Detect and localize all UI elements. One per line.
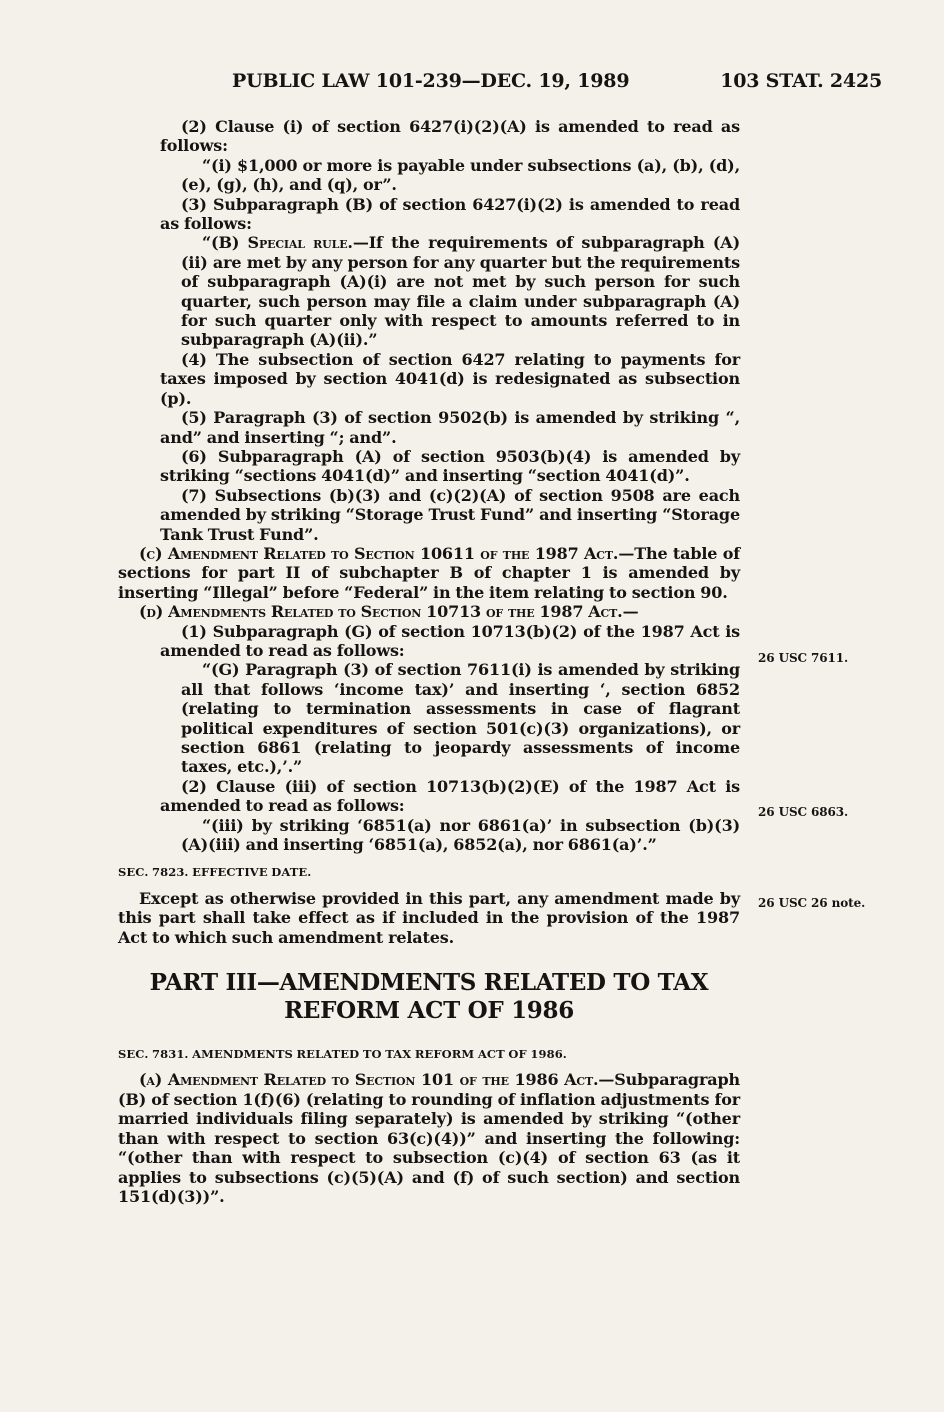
- section-7823-text: Except as otherwise provided in this part, any amendment made by this part shall take effect as if included in the provision of the 1987 Act to which such amendment relates.: [118, 888, 740, 947]
- quoted-paragraph-g: “(G) Paragraph (3) of section 7611(i) is amended by striking all that follows ‘income tax)’ and inserting ‘, section 6852 (relating to termination assessments in case of flagrant political expenditures of section 501(c)(3) organizations), or section 6861 (relating to jeopardy assessments of income taxes, etc.),’.”: [181, 660, 740, 777]
- paragraph-4: (4) The subsection of section 6427 relating to payments for taxes imposed by section 4041(d) is redesignated as subsection (p).: [160, 349, 740, 408]
- subsection-a-text: —Subparagraph (B) of section 1(f)(6) (relating to rounding of inflation adjustments for married individuals filing separately) is amended by striking “(other than with respect to section 63(c)(4))” and inserting the following: “(other than with respect to subsection (c)(4) of section 63 (as it applies to subsections (c)(5)(A) and (f) of such section) and section 151(d)(3))”.: [118, 1070, 740, 1206]
- quoted-clause-iii: “(iii) by striking ‘6851(a) nor 6861(a)’ in subsection (b)(3)(A)(iii) and inserting ‘6851(a), 6852(a), nor 6861(a)’.”: [181, 815, 740, 855]
- subsection-c: [118, 544, 740, 602]
- paragraph-2: (2) Clause (i) of section 6427(i)(2)(A) is amended to read as follows:: [160, 117, 740, 156]
- subsection-d-heading: (d) Amendments Related to Section 10713 of the 1987 Act.—: [139, 602, 639, 622]
- running-header: [0, 70, 944, 96]
- paragraph-7: (7) Subsections (b)(3) and (c)(2)(A) of section 9508 are each amended by striking “Storage Trust Fund” and inserting “Storage Tank Trust Fund”.: [160, 485, 740, 544]
- subsection-d-1: (1) Subparagraph (G) of section 10713(b)(2) of the 1987 Act is amended to read as follows:: [160, 621, 740, 660]
- special-rule-text: —If the requirements of subparagraph (A)(ii) are met by any person for any quarter but the requirements of subparagraph (A)(i) are not met by such person for such quarter, such person may file a claim under subparagraph (A) for such quarter only with respect to amounts referred to in subparagraph (A)(ii).”: [181, 233, 740, 350]
- special-rule-heading: “(B) Special rule.: [202, 233, 353, 253]
- margin-note-26: 26 USC 26 note.: [758, 896, 866, 910]
- subsection-d-2: (2) Clause (iii) of section 10713(b)(2)(E) of the 1987 Act is amended to read as follows:: [160, 776, 740, 816]
- part-iii-title: PART III—AMENDMENTS RELATED TO TAX REFORM ACT OF 1986: [149, 969, 709, 1025]
- subsection-c-text: —The table of sections for part II of subchapter B of chapter 1 is amended by inserting “Illegal” before “Federal” in the item relating to section 90.: [118, 543, 740, 602]
- subsection-a: [118, 1070, 740, 1206]
- section-7831-heading: SEC. 7831. AMENDMENTS RELATED TO TAX REFORM ACT OF 1986.: [118, 1047, 567, 1062]
- subsection-c-heading: (c) Amendment Related to Section 10611 of the 1987 Act.: [139, 543, 619, 563]
- body-text: [118, 117, 740, 1206]
- paragraph-6: (6) Subparagraph (A) of section 9503(b)(4) is amended by striking “sections 4041(d)” and inserting “section 4041(d)”.: [160, 446, 740, 486]
- section-7823-heading: SEC. 7823. EFFECTIVE DATE.: [118, 865, 312, 880]
- paragraph-3: (3) Subparagraph (B) of section 6427(i)(2) is amended to read as follows:: [160, 194, 740, 234]
- header-stat-page: 103 STAT. 2425: [720, 70, 882, 92]
- margin-note-6863: 26 USC 6863.: [758, 805, 849, 819]
- quoted-clause-i: “(i) $1,000 or more is payable under subsections (a), (b), (d), (e), (g), (h), and (q), or”.: [181, 155, 740, 195]
- margin-note-7611: 26 USC 7611.: [758, 651, 849, 665]
- paragraph-5: (5) Paragraph (3) of section 9502(b) is amended by striking “, and” and inserting “; and”.: [160, 408, 740, 447]
- header-title: PUBLIC LAW 101-239—DEC. 19, 1989: [232, 70, 630, 92]
- quoted-special-rule: [118, 233, 740, 349]
- subsection-a-heading: (a) Amendment Related to Section 101 of the 1986 Act.: [139, 1070, 599, 1090]
